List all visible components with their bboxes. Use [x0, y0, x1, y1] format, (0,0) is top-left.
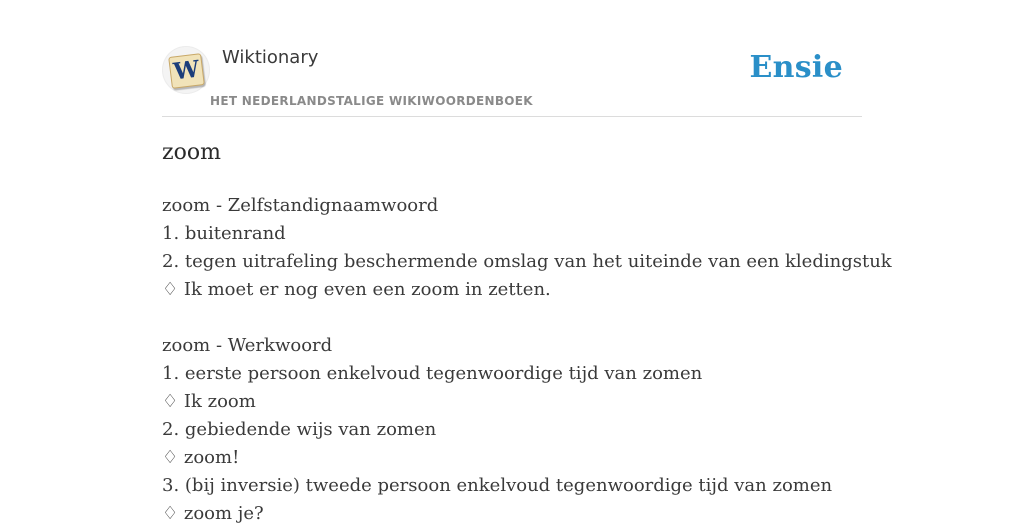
definition-line: 1. buitenrand [162, 223, 286, 244]
page-title: zoom [162, 140, 221, 165]
site-header [162, 0, 862, 117]
section-heading: zoom - Werkwoord [162, 335, 333, 356]
definition-line: 1. eerste persoon enkelvoud tegenwoordige tijd van zomen [162, 363, 703, 384]
wiktionary-logo-icon[interactable] [162, 46, 210, 94]
ensie-link[interactable]: Ensie [749, 50, 843, 85]
logo-letter: W [171, 55, 201, 86]
example-line: ♢ Ik moet er nog even een zoom in zetten. [162, 279, 551, 300]
brand-tagline: HET NEDERLANDSTALIGE WIKIWOORDENBOEK [210, 94, 533, 108]
example-line: ♢ Ik zoom [162, 391, 256, 412]
section-spacer [162, 304, 882, 332]
definition-line: 2. tegen uitrafeling beschermende omslag van het uiteinde van een kledingstuk [162, 251, 892, 272]
logo-tile [168, 53, 205, 89]
example-line: ♢ zoom! [162, 447, 240, 468]
definition-line: 2. gebiedende wijs van zomen [162, 419, 437, 440]
definition-line: 3. (bij inversie) tweede persoon enkelvoud tegenwoordige tijd van zomen [162, 475, 833, 496]
brand-name[interactable]: Wiktionary [222, 47, 319, 68]
section-heading: zoom - Zelfstandignaamwoord [162, 195, 439, 216]
example-line: ♢ zoom je? [162, 503, 264, 524]
entry-content [162, 192, 892, 528]
page [162, 0, 892, 524]
